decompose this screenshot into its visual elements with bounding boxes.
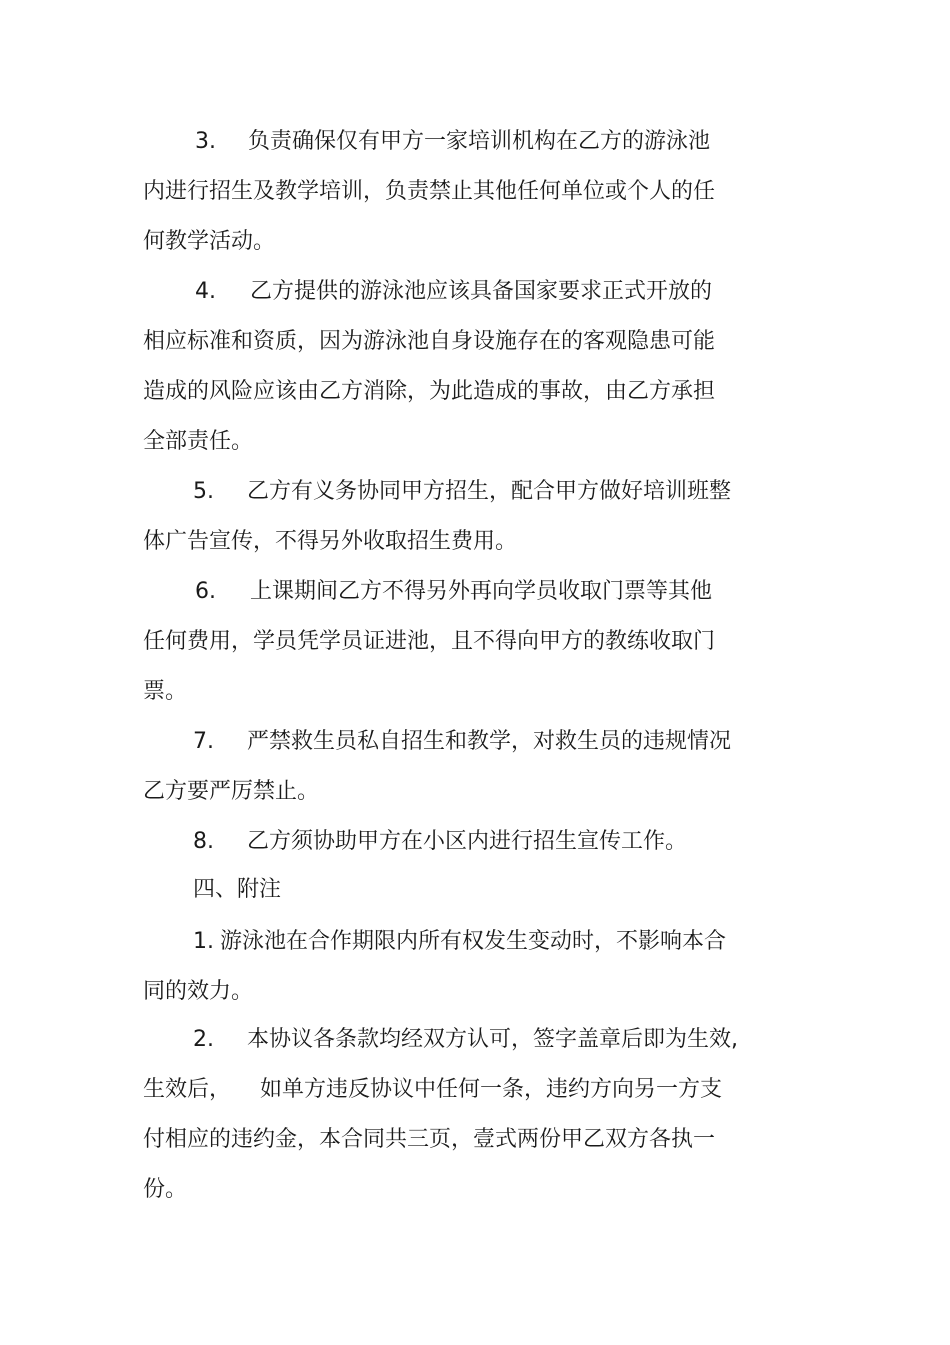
section-heading: 四、附注 — [193, 877, 282, 902]
paragraph-line: 造成的风险应该由乙方消除，为此造成的事故，由乙方承担 — [143, 379, 716, 404]
paragraph-line: 乙方须协助甲方在小区内进行招生宣传工作。 — [247, 829, 688, 854]
paragraph-line: 体广告宣传，不得另外收取招生费用。 — [143, 529, 518, 554]
paragraph-line: 乙方提供的游泳池应该具备国家要求正式开放的 — [250, 279, 713, 304]
item-number: 1. — [193, 929, 214, 954]
paragraph-line: 上课期间乙方不得另外再向学员收取门票等其他 — [250, 579, 713, 604]
paragraph-line: 份。 — [143, 1177, 188, 1202]
item-number: 2. — [193, 1027, 214, 1052]
paragraph-line: 同的效力。 — [143, 979, 254, 1004]
paragraph-line: 负责确保仅有甲方一家培训机构在乙方的游泳池 — [248, 129, 711, 154]
paragraph-line: 相应标准和资质，因为游泳池自身设施存在的客观隐患可能 — [143, 329, 716, 354]
paragraph-line: 生效后， — [143, 1077, 232, 1102]
item-number: 6. — [195, 579, 216, 604]
paragraph-line: 如单方违反协议中任何一条，违约方向另一方支 — [260, 1077, 723, 1102]
paragraph-line: 游泳池在合作期限内所有权发生变动时，不影响本合 — [220, 929, 727, 954]
paragraph-line: 任何费用，学员凭学员证进池，且不得向甲方的教练收取门 — [143, 629, 716, 654]
item-number: 4. — [195, 279, 216, 304]
paragraph-line: 严禁救生员私自招生和教学，对救生员的违规情况 — [247, 729, 732, 754]
item-number: 5. — [193, 479, 214, 504]
paragraph-line: 内进行招生及教学培训，负责禁止其他任何单位或个人的任 — [143, 179, 716, 204]
paragraph-line: 乙方要严厉禁止。 — [143, 779, 320, 804]
paragraph-line: 乙方有义务协同甲方招生，配合甲方做好培训班整 — [247, 479, 732, 504]
item-number: 7. — [193, 729, 214, 754]
item-number: 3. — [195, 129, 216, 154]
paragraph-line: 付相应的违约金，本合同共三页，壹式两份甲乙双方各执一 — [143, 1127, 716, 1152]
paragraph-line: 全部责任。 — [143, 429, 254, 454]
paragraph-line: 本协议各条款均经双方认可，签字盖章后即为生效, — [247, 1027, 738, 1052]
item-number: 8. — [193, 829, 214, 854]
paragraph-line: 票。 — [143, 679, 188, 704]
paragraph-line: 何教学活动。 — [143, 229, 276, 254]
